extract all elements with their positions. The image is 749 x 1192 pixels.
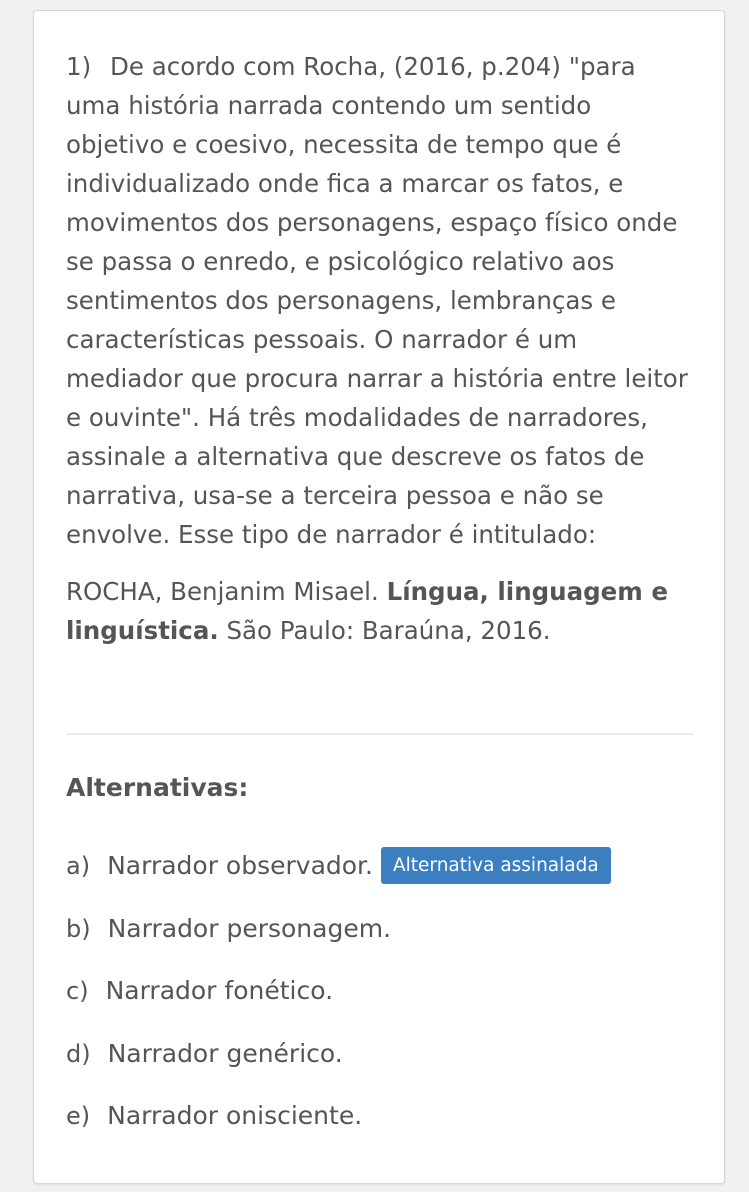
- question-number: 1): [66, 52, 92, 81]
- alternative-e[interactable]: [66, 1091, 696, 1154]
- alternative-letter: b): [66, 914, 91, 943]
- alternative-text: Narrador personagem.: [107, 913, 392, 943]
- question-content: [66, 47, 696, 650]
- alternative-letter: e): [66, 1102, 91, 1130]
- question-text: De acordo com Rocha, (2016, p.204) "para uma história narrada contendo um sentido objetivo e coesivo, necessita de tempo que é individualizado onde fica a marcar os fatos, e movimentos dos personagens, espaço físico onde se passa o enredo, e psicológico relativo aos sentimentos dos personagens, lembranças e características pessoais. O narrador é um mediador que procura narrar a história entre leitor e ouvinte". Há três modalidades de narradores, assinale a alternativa que descreve os fatos de narrativa, usa-se a terceira pessoa e não se envolve. Esse tipo de narrador é intitulado:: [66, 52, 688, 549]
- divider: [66, 733, 694, 735]
- alternative-a[interactable]: [66, 841, 696, 904]
- alternative-d[interactable]: [66, 1029, 696, 1092]
- alternatives-heading: Alternativas:: [66, 773, 249, 802]
- question-statement: [66, 47, 696, 554]
- reference-publisher: São Paulo: Baraúna, 2016.: [226, 616, 551, 645]
- question-card: [33, 10, 725, 1184]
- bibliographic-reference: [66, 572, 696, 650]
- alternatives-list: [66, 841, 696, 1154]
- reference-title: Língua, linguagem e linguística.: [66, 577, 668, 645]
- alternative-text: Narrador onisciente.: [107, 1101, 363, 1130]
- alternative-letter: c): [66, 977, 89, 1005]
- reference-author: ROCHA, Benjanim Misael.: [66, 577, 379, 606]
- alternative-text: Narrador genérico.: [107, 1038, 343, 1068]
- alternative-letter: d): [66, 1039, 91, 1068]
- alternative-c[interactable]: [66, 966, 696, 1029]
- alternative-letter: a): [66, 852, 91, 880]
- alternative-text: Narrador observador.: [107, 851, 373, 880]
- selected-answer-badge: Alternativa assinalada: [381, 847, 611, 884]
- alternative-text: Narrador fonético.: [105, 976, 334, 1005]
- alternative-b[interactable]: [66, 904, 696, 967]
